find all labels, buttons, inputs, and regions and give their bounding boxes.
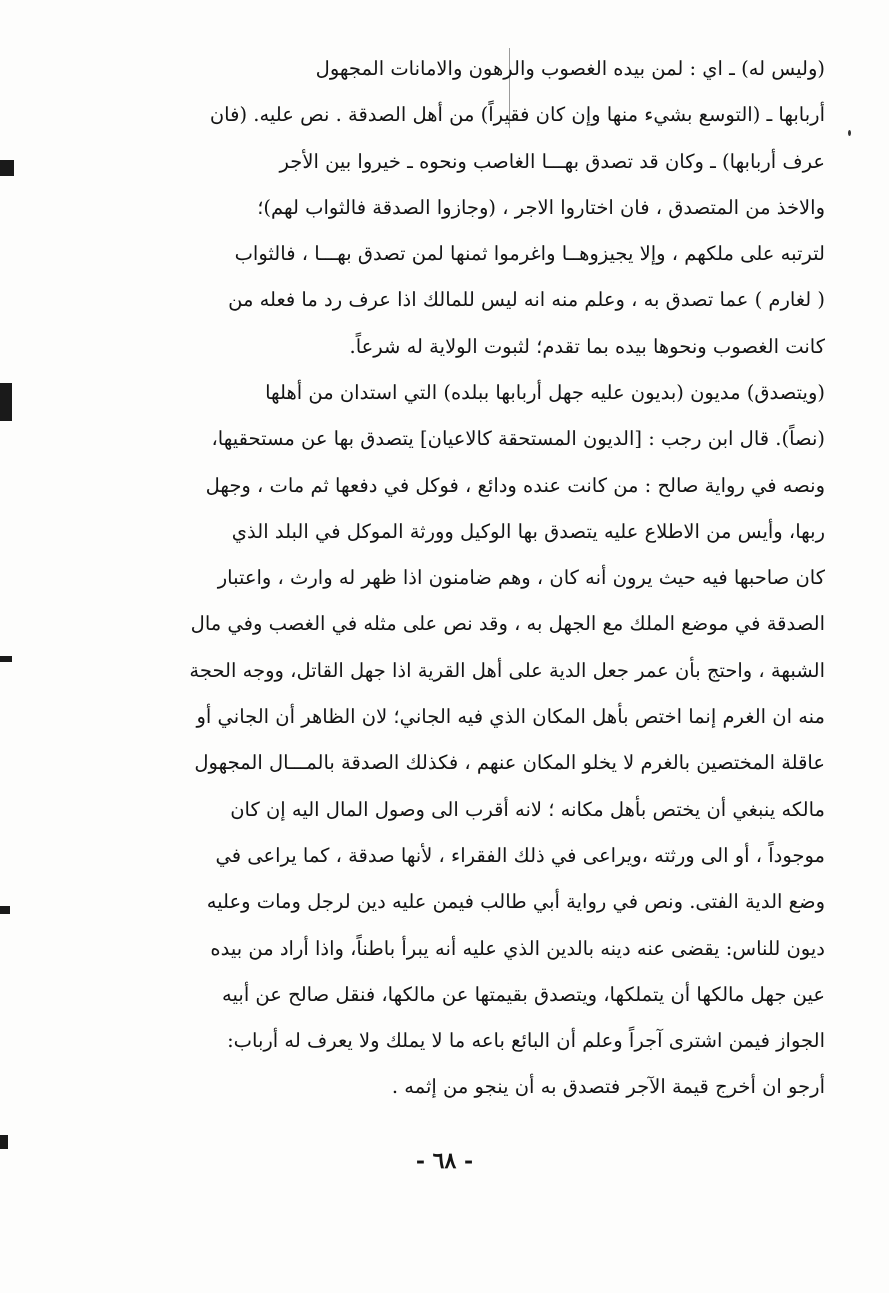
edge-mark — [0, 656, 12, 662]
paragraph-2 — [100, 370, 825, 1111]
edge-mark — [0, 906, 10, 914]
text-line: ( لغارم ) عما تصدق به ، وعلم منه انه ليس للمالك اذا عرف رد ما فعله من — [228, 288, 825, 312]
page-number: - ٦٨ - — [415, 1148, 474, 1174]
text-line: مالكه ينبغي أن يختص بأهل مكانه ؛ لانه أقرب الى وصول المال اليه إن كان — [230, 797, 825, 821]
text-line: ربها، وأيس من الاطلاع عليه يتصدق بها الوكيل وورثة الموكل في البلد الذي — [231, 519, 825, 543]
text-line: كان صاحبها فيه حيث يرون أنه كان ، وهم ضامنون اذا ظهر له وارث ، واعتبار — [217, 566, 825, 590]
edge-mark — [0, 383, 12, 421]
text-line: عرف أربابها) ـ وكان قد تصدق بهـــا الغاصب ونحوه ـ خيروا بين الأجر — [279, 149, 825, 173]
text-line: (ويتصدق) مديون (بديون عليه جهل أربابها ببلده) التي استدان من أهلها — [265, 381, 825, 404]
text-line: ديون للناس: يقضى عنه دينه بالدين الذي عليه أنه يبرأ باطناً، واذا أراد من بيده — [210, 936, 825, 960]
text-line: أرجو ان أخرج قيمة الآجر فتصدق به أن ينجو من إثمه . — [391, 1075, 825, 1099]
text-line: الجواز فيمن اشترى آجراً وعلم أن البائع باعه ما لا يملك ولا يعرف له أرباب: — [227, 1029, 825, 1053]
text-line: الشبهة ، واحتج بأن عمر جعل الدية على أهل القرية اذا جهل القاتل، ووجه الحجة — [189, 658, 825, 682]
text-line: لترتبه على ملكهم ، وإلا يجيزوهــا واغرموا ثمنها لمن تصدق بهـــا ، فالثواب — [234, 242, 825, 266]
paragraph-1 — [100, 46, 825, 370]
text-line: أربابها ـ (التوسع بشيء منها وإن كان فقيراً) من أهل الصدقة . نص عليه. (فان — [209, 103, 825, 127]
text-line: كانت الغصوب ونحوها بيده بما تقدم؛ لثبوت الولاية له شرعاً. — [349, 334, 825, 358]
text-line: ونصه في رواية صالح : من كانت عنده ودائع ، فوكل في دفعها ثم مات ، وجهل — [205, 473, 825, 497]
text-line: (وليس له) ـ اي : لمن بيده الغصوب والرهون والامانات المجهول — [315, 57, 825, 80]
ink-speck — [848, 130, 851, 136]
edge-mark — [0, 160, 14, 176]
text-line: منه ان الغرم إنما اختص بأهل المكان الذي فيه الجاني؛ لان الظاهر أن الجاني أو — [196, 705, 825, 729]
text-line: الصدقة في موضع الملك مع الجهل به ، وقد نص على مثله في الغصب وفي مال — [190, 612, 825, 636]
edge-mark — [0, 1135, 8, 1149]
text-line: (نصاً). قال ابن رجب : [الديون المستحقة كالاعيان] يتصدق بها عن مستحقيها، — [211, 427, 825, 451]
text-line: عين جهل مالكها أن يتملكها، ويتصدق بقيمتها عن مالكها، فنقل صالح عن أبيه — [222, 982, 825, 1006]
text-line: وضع الدية الفتى. ونص في رواية أبي طالب فيمن عليه دين لرجل ومات وعليه — [206, 890, 825, 914]
text-line: والاخذ من المتصدق ، فان اختاروا الاجر ، (وجازوا الصدقة فالثواب لهم)؛ — [257, 195, 825, 219]
text-line: عاقلة المختصين بالغرم لا يخلو المكان عنهم ، فكذلك الصدقة بالمـــال المجهول — [194, 751, 825, 775]
text-line: موجوداً ، أو الى ورثته ،ويراعى في ذلك الفقراء ، لأنها صدقة ، كما يراعى في — [215, 843, 825, 867]
